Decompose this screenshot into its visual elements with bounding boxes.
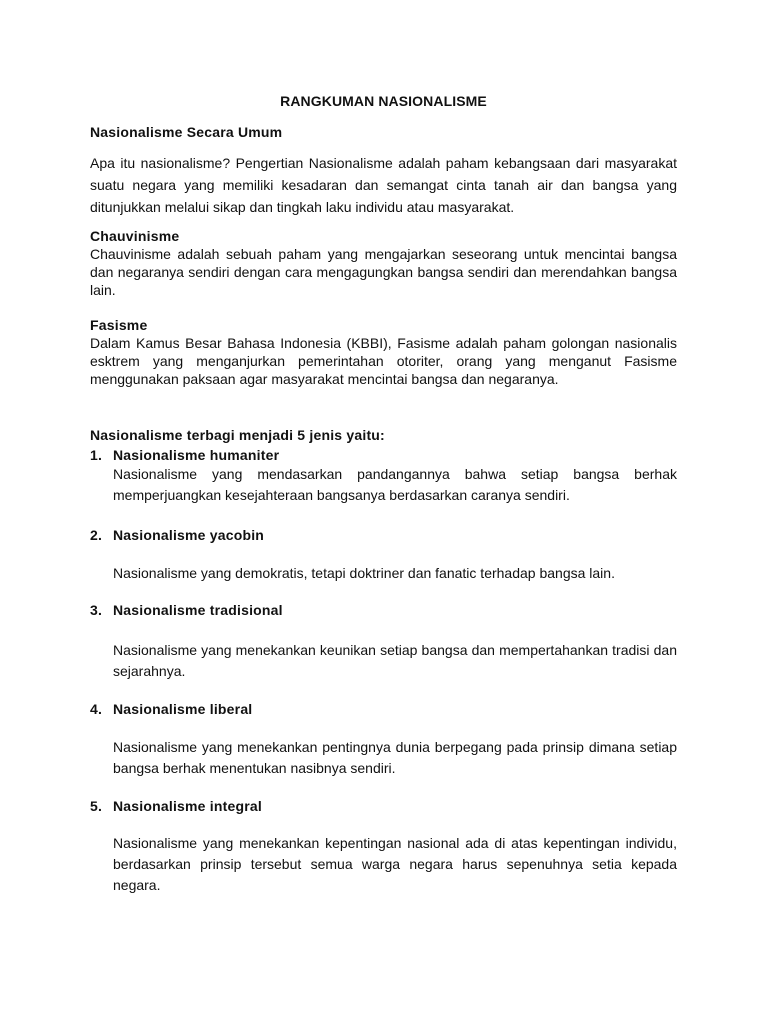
type-item-description: Nasionalisme yang menekankan keunikan setiap bangsa dan mempertahankan tradisi dan sejarahnya. <box>113 642 677 679</box>
type-item-number: 5. <box>90 798 103 814</box>
section-heading-nasionalisme-umum: Nasionalisme Secara Umum <box>90 124 283 140</box>
type-item-heading <box>90 527 264 543</box>
type-item-description: Nasionalisme yang menekankan pentingnya dunia berpegang pada prinsip dimana setiap bangsa berhak menentukan nasibnya sendiri. <box>113 739 677 776</box>
section-body-nasionalisme-umum: Apa itu nasionalisme? Pengertian Nasionalisme adalah paham kebangsaan dari masyarakat suatu negara yang memiliki kesadaran dan semangat cinta tanah air dan bangsa yang ditunjukkan melalui sikap dan tingkah laku individu atau masyarakat. <box>90 155 677 215</box>
type-item-name: Nasionalisme tradisional <box>113 602 283 618</box>
type-item-name: Nasionalisme humaniter <box>113 447 280 463</box>
type-item-number: 3. <box>90 602 103 618</box>
type-item-description: Nasionalisme yang mendasarkan pandangannya bahwa setiap bangsa berhak memperjuangkan kesejahteraan bangsanya berdasarkan caranya sendiri. <box>113 466 677 503</box>
type-item-description: Nasionalisme yang menekankan kepentingan nasional ada di atas kepentingan individu, berdasarkan prinsip tersebut semua warga negara harus sepenuhnya setia kepada negara. <box>113 835 677 893</box>
type-item-description: Nasionalisme yang demokratis, tetapi doktriner dan fanatic terhadap bangsa lain. <box>113 565 615 581</box>
type-item-name: Nasionalisme liberal <box>113 701 253 717</box>
section-body-fasisme: Dalam Kamus Besar Bahasa Indonesia (KBBI), Fasisme adalah paham golongan nasionalis esktrem yang menganjurkan pemerintahan otoriter, orang yang menganut Fasisme menggunakan paksaan agar masyarakat mencintai bangsa dan negaranya. <box>90 335 677 387</box>
section-heading-fasisme: Fasisme <box>90 317 148 333</box>
type-item-number: 2. <box>90 527 103 543</box>
type-item-heading <box>90 447 279 463</box>
type-item-number: 1. <box>90 447 103 463</box>
types-heading: Nasionalisme terbagi menjadi 5 jenis yaitu: <box>90 427 385 443</box>
type-item-heading <box>90 602 283 618</box>
type-item-heading <box>90 701 252 717</box>
type-item-name: Nasionalisme yacobin <box>113 527 265 543</box>
type-item-heading <box>90 798 262 814</box>
section-heading-chauvinisme: Chauvinisme <box>90 228 180 244</box>
document-title: RANGKUMAN NASIONALISME <box>280 93 487 109</box>
type-item-number: 4. <box>90 701 103 717</box>
section-body-chauvinisme: Chauvinisme adalah sebuah paham yang mengajarkan seseorang untuk mencintai bangsa dan negaranya sendiri dengan cara mengagungkan bangsa sendiri dan merendahkan bangsa lain. <box>90 246 677 298</box>
type-item-name: Nasionalisme integral <box>113 798 262 814</box>
